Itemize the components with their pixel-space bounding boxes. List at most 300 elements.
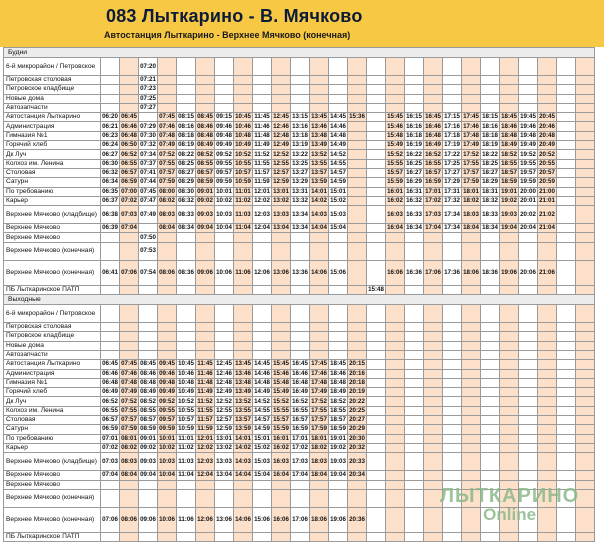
time-cell bbox=[272, 489, 291, 507]
time-cell: 16:52 bbox=[425, 150, 441, 158]
time-cell bbox=[576, 350, 595, 359]
time-cell: 14:04 bbox=[311, 224, 327, 232]
time-cell bbox=[424, 85, 443, 94]
time-cell bbox=[557, 406, 576, 415]
time-cell bbox=[519, 85, 538, 94]
stop-name: Гимназия №1 bbox=[4, 378, 101, 387]
time-cell bbox=[158, 233, 177, 242]
time-cell: 07:04 bbox=[121, 224, 137, 232]
time-cell bbox=[177, 305, 196, 323]
time-cell: 20:33 bbox=[348, 453, 367, 471]
time-cell: 17:55 bbox=[311, 406, 327, 414]
time-cell: 19:02 bbox=[501, 197, 517, 204]
time-cell bbox=[329, 332, 348, 341]
time-cell bbox=[481, 397, 500, 406]
time-cell: 13:29 bbox=[292, 178, 308, 186]
time-cell bbox=[405, 350, 424, 359]
stop-name: Автозапчасти bbox=[4, 103, 101, 112]
time-cell: 06:27 bbox=[102, 150, 118, 158]
time-cell bbox=[348, 285, 367, 294]
time-cell bbox=[519, 305, 538, 323]
time-cell bbox=[576, 122, 595, 131]
time-cell bbox=[500, 58, 519, 76]
time-cell bbox=[424, 532, 443, 541]
time-cell bbox=[462, 453, 481, 471]
time-cell: 13:49 bbox=[235, 388, 251, 396]
time-cell bbox=[462, 416, 481, 425]
time-cell bbox=[367, 360, 386, 369]
time-cell bbox=[405, 242, 424, 260]
time-cell bbox=[576, 260, 595, 285]
time-cell bbox=[481, 388, 500, 397]
time-cell bbox=[500, 233, 519, 242]
time-cell: 08:29 bbox=[178, 178, 194, 186]
time-cell: 18:52 bbox=[501, 150, 517, 158]
time-cell: 15:46 bbox=[387, 122, 403, 130]
table-row bbox=[4, 224, 595, 233]
time-cell bbox=[234, 242, 253, 260]
time-cell: 07:55 bbox=[121, 406, 137, 414]
table-row bbox=[4, 113, 595, 122]
time-cell bbox=[557, 242, 576, 260]
time-cell bbox=[557, 350, 576, 359]
time-cell bbox=[367, 350, 386, 359]
time-cell bbox=[424, 233, 443, 242]
table-row bbox=[4, 425, 595, 434]
stop-name: Дк Луч bbox=[4, 397, 101, 406]
table-row bbox=[4, 103, 595, 112]
stop-name: Петровская столовая bbox=[4, 323, 101, 332]
time-cell: 18:59 bbox=[330, 425, 346, 433]
stop-name: Верхнее Мячково (конечная) bbox=[4, 507, 101, 532]
time-cell bbox=[538, 397, 557, 406]
time-cell bbox=[386, 416, 405, 425]
time-cell: 08:48 bbox=[197, 131, 213, 139]
time-cell bbox=[234, 233, 253, 242]
time-cell bbox=[196, 233, 215, 242]
time-cell bbox=[443, 360, 462, 369]
time-cell: 07:44 bbox=[140, 178, 156, 186]
time-cell bbox=[576, 85, 595, 94]
time-cell: 12:06 bbox=[196, 507, 215, 532]
stop-name: Столовая bbox=[4, 416, 101, 425]
time-cell: 15:57 bbox=[387, 169, 403, 177]
time-cell bbox=[272, 233, 291, 242]
time-cell bbox=[386, 507, 405, 532]
time-cell: 20:57 bbox=[539, 169, 555, 177]
time-cell bbox=[576, 159, 595, 168]
time-cell bbox=[310, 323, 329, 332]
time-cell bbox=[367, 471, 386, 480]
time-cell: 17:03 bbox=[424, 206, 443, 224]
time-cell bbox=[443, 369, 462, 378]
stop-name: Верхнее Мячково bbox=[4, 471, 101, 480]
table-row bbox=[4, 388, 595, 397]
time-cell: 07:45 bbox=[140, 187, 156, 195]
time-cell bbox=[443, 305, 462, 323]
time-cell: 06:55 bbox=[102, 406, 118, 414]
time-cell: 14:46 bbox=[254, 369, 270, 377]
time-cell: 10:46 bbox=[235, 122, 251, 130]
time-cell bbox=[557, 122, 576, 131]
time-cell bbox=[557, 369, 576, 378]
time-cell bbox=[576, 332, 595, 341]
time-cell: 17:06 bbox=[291, 507, 310, 532]
time-cell: 06:48 bbox=[121, 131, 137, 139]
time-cell bbox=[443, 453, 462, 471]
table-row bbox=[4, 141, 595, 150]
time-cell: 06:57 bbox=[102, 416, 118, 424]
time-cell: 06:34 bbox=[102, 178, 118, 186]
time-cell: 10:46 bbox=[178, 369, 194, 377]
time-cell bbox=[158, 94, 177, 103]
time-cell: 09:01 bbox=[140, 434, 156, 442]
time-cell: 09:49 bbox=[159, 388, 175, 396]
time-cell: 06:35 bbox=[102, 187, 118, 195]
time-cell bbox=[405, 94, 424, 103]
time-cell bbox=[424, 471, 443, 480]
time-cell bbox=[576, 285, 595, 294]
time-cell: 20:32 bbox=[349, 444, 365, 452]
time-cell bbox=[576, 453, 595, 471]
time-cell bbox=[329, 489, 348, 507]
time-cell: 06:59 bbox=[102, 425, 118, 433]
time-cell bbox=[101, 103, 120, 112]
time-cell bbox=[576, 341, 595, 350]
time-cell: 08:19 bbox=[178, 141, 194, 149]
time-cell bbox=[120, 285, 139, 294]
time-cell bbox=[519, 425, 538, 434]
time-cell bbox=[234, 94, 253, 103]
time-cell bbox=[557, 94, 576, 103]
time-cell bbox=[253, 323, 272, 332]
time-cell bbox=[310, 305, 329, 323]
time-cell: 14:03 bbox=[310, 206, 329, 224]
table-row bbox=[4, 434, 595, 443]
time-cell: 17:22 bbox=[444, 150, 460, 158]
time-cell bbox=[348, 178, 367, 187]
time-cell: 20:59 bbox=[539, 178, 555, 186]
time-cell: 19:06 bbox=[500, 260, 519, 285]
time-cell bbox=[462, 323, 481, 332]
time-cell bbox=[443, 85, 462, 94]
time-cell bbox=[557, 416, 576, 425]
time-cell: 13:31 bbox=[292, 187, 308, 195]
time-cell bbox=[386, 406, 405, 415]
time-cell bbox=[481, 532, 500, 541]
time-cell bbox=[177, 332, 196, 341]
time-cell: 12:46 bbox=[216, 369, 232, 377]
time-cell bbox=[139, 305, 158, 323]
time-cell bbox=[215, 332, 234, 341]
time-cell: 08:06 bbox=[158, 260, 177, 285]
time-cell bbox=[310, 532, 329, 541]
time-cell bbox=[538, 453, 557, 471]
time-cell bbox=[367, 480, 386, 489]
time-cell bbox=[462, 378, 481, 387]
time-cell bbox=[348, 150, 367, 159]
time-cell bbox=[177, 341, 196, 350]
time-cell bbox=[405, 443, 424, 452]
time-cell: 13:19 bbox=[292, 141, 308, 149]
time-cell bbox=[310, 94, 329, 103]
time-cell: 17:55 bbox=[463, 159, 479, 167]
time-cell bbox=[462, 443, 481, 452]
time-cell: 09:48 bbox=[216, 131, 232, 139]
time-cell bbox=[348, 480, 367, 489]
time-cell bbox=[405, 406, 424, 415]
time-cell: 08:55 bbox=[140, 406, 156, 414]
time-cell: 14:52 bbox=[330, 150, 346, 158]
time-cell bbox=[215, 350, 234, 359]
time-cell: 07:49 bbox=[159, 141, 175, 149]
stop-name: Гимназия №1 bbox=[4, 131, 101, 140]
time-cell: 07:00 bbox=[121, 187, 137, 195]
time-cell: 07:48 bbox=[159, 131, 175, 139]
time-cell: 19:02 bbox=[330, 444, 346, 452]
time-cell: 13:52 bbox=[235, 397, 251, 405]
time-cell bbox=[519, 434, 538, 443]
time-cell bbox=[386, 58, 405, 76]
time-cell bbox=[348, 85, 367, 94]
time-cell bbox=[367, 168, 386, 177]
time-cell bbox=[481, 76, 500, 85]
time-cell: 08:49 bbox=[140, 388, 156, 396]
time-cell bbox=[424, 94, 443, 103]
time-cell bbox=[405, 425, 424, 434]
time-cell: 06:48 bbox=[102, 378, 118, 386]
time-cell bbox=[234, 85, 253, 94]
time-cell: 19:01 bbox=[501, 187, 517, 195]
time-cell: 07:23 bbox=[140, 85, 156, 93]
time-cell: 12:04 bbox=[197, 471, 213, 479]
time-cell: 18:57 bbox=[330, 416, 346, 424]
time-cell bbox=[519, 242, 538, 260]
time-cell: 07:34 bbox=[140, 150, 156, 158]
time-cell: 17:36 bbox=[443, 260, 462, 285]
time-cell bbox=[101, 233, 120, 242]
time-cell bbox=[120, 350, 139, 359]
time-cell: 11:02 bbox=[235, 197, 251, 204]
time-cell bbox=[158, 285, 177, 294]
time-cell bbox=[367, 341, 386, 350]
time-cell bbox=[234, 332, 253, 341]
header-bar bbox=[0, 0, 604, 47]
time-cell: 14:59 bbox=[254, 425, 270, 433]
time-cell bbox=[462, 471, 481, 480]
time-cell: 13:18 bbox=[292, 131, 308, 139]
stop-name: Новые дома bbox=[4, 341, 101, 350]
time-cell: 08:03 bbox=[158, 206, 177, 224]
time-cell: 19:06 bbox=[329, 507, 348, 532]
time-cell: 12:02 bbox=[197, 444, 213, 452]
time-cell bbox=[386, 94, 405, 103]
stop-name: ПБ Лыткаринское ПАТП bbox=[4, 285, 101, 294]
time-cell: 17:04 bbox=[425, 224, 441, 232]
time-cell bbox=[500, 242, 519, 260]
time-cell bbox=[557, 113, 576, 122]
time-cell: 18:46 bbox=[501, 122, 517, 130]
time-cell: 17:45 bbox=[463, 113, 479, 121]
time-cell: 13:02 bbox=[216, 444, 232, 452]
time-cell: 17:27 bbox=[444, 169, 460, 177]
time-cell: 16:04 bbox=[387, 224, 403, 232]
time-cell: 14:49 bbox=[330, 141, 346, 149]
time-cell: 13:57 bbox=[311, 169, 327, 177]
time-cell: 15:06 bbox=[253, 507, 272, 532]
time-cell: 15:49 bbox=[273, 388, 289, 396]
time-cell: 16:49 bbox=[292, 388, 308, 396]
time-cell: 10:06 bbox=[215, 260, 234, 285]
table-row bbox=[4, 332, 595, 341]
time-cell bbox=[538, 332, 557, 341]
time-cell bbox=[405, 489, 424, 507]
time-cell bbox=[557, 260, 576, 285]
stop-name: Верхнее Мячково (кладбище) bbox=[4, 206, 101, 224]
time-cell bbox=[519, 406, 538, 415]
time-cell bbox=[443, 76, 462, 85]
time-cell bbox=[139, 224, 158, 233]
time-cell: 20:19 bbox=[349, 388, 365, 396]
time-cell bbox=[519, 94, 538, 103]
time-cell bbox=[120, 233, 139, 242]
time-cell: 13:04 bbox=[216, 471, 232, 479]
time-cell bbox=[158, 532, 177, 541]
time-cell: 20:02 bbox=[519, 206, 538, 224]
time-cell bbox=[405, 76, 424, 85]
time-cell: 11:49 bbox=[197, 388, 213, 396]
time-cell: 18:03 bbox=[310, 453, 329, 471]
time-cell: 20:25 bbox=[349, 406, 365, 414]
time-cell: 13:25 bbox=[292, 159, 308, 167]
time-cell bbox=[481, 471, 500, 480]
time-cell bbox=[272, 332, 291, 341]
time-cell: 11:45 bbox=[254, 113, 270, 121]
time-cell: 16:32 bbox=[406, 197, 422, 204]
time-cell: 15:48 bbox=[273, 378, 289, 386]
time-cell bbox=[272, 76, 291, 85]
time-cell: 17:19 bbox=[444, 141, 460, 149]
time-cell bbox=[462, 94, 481, 103]
time-cell bbox=[443, 378, 462, 387]
time-cell: 13:34 bbox=[291, 206, 310, 224]
time-cell: 08:33 bbox=[177, 206, 196, 224]
time-cell bbox=[253, 480, 272, 489]
time-cell bbox=[405, 85, 424, 94]
time-cell: 08:34 bbox=[178, 224, 194, 232]
time-cell: 18:15 bbox=[482, 113, 498, 121]
time-cell bbox=[291, 85, 310, 94]
time-cell bbox=[538, 76, 557, 85]
time-cell: 19:48 bbox=[520, 131, 536, 139]
time-cell bbox=[272, 532, 291, 541]
time-cell bbox=[557, 85, 576, 94]
time-cell bbox=[576, 406, 595, 415]
time-cell bbox=[234, 341, 253, 350]
time-cell: 13:03 bbox=[215, 453, 234, 471]
time-cell bbox=[538, 378, 557, 387]
time-cell bbox=[158, 103, 177, 112]
time-cell bbox=[215, 532, 234, 541]
table-row bbox=[4, 178, 595, 187]
time-cell: 18:02 bbox=[463, 197, 479, 204]
time-cell bbox=[310, 341, 329, 350]
time-cell bbox=[538, 425, 557, 434]
time-cell: 20:48 bbox=[539, 131, 555, 139]
time-cell bbox=[576, 425, 595, 434]
time-cell bbox=[519, 360, 538, 369]
time-cell bbox=[367, 443, 386, 452]
time-cell bbox=[557, 388, 576, 397]
time-cell bbox=[367, 141, 386, 150]
time-cell: 19:55 bbox=[520, 159, 536, 167]
time-cell bbox=[576, 532, 595, 541]
time-cell: 06:45 bbox=[102, 360, 118, 368]
time-cell: 14:57 bbox=[330, 169, 346, 177]
time-cell bbox=[557, 168, 576, 177]
time-cell: 16:59 bbox=[292, 425, 308, 433]
time-cell bbox=[500, 443, 519, 452]
time-cell: 12:03 bbox=[253, 206, 272, 224]
time-cell bbox=[196, 489, 215, 507]
time-cell bbox=[348, 122, 367, 131]
time-cell bbox=[120, 332, 139, 341]
time-cell bbox=[576, 103, 595, 112]
time-cell: 17:57 bbox=[463, 169, 479, 177]
time-cell: 15:59 bbox=[387, 178, 403, 186]
time-cell: 12:52 bbox=[216, 397, 232, 405]
time-cell: 10:03 bbox=[215, 206, 234, 224]
time-cell bbox=[538, 471, 557, 480]
time-cell bbox=[462, 58, 481, 76]
time-cell bbox=[177, 285, 196, 294]
time-cell bbox=[348, 489, 367, 507]
time-cell bbox=[424, 360, 443, 369]
time-cell: 18:27 bbox=[482, 169, 498, 177]
time-cell bbox=[405, 341, 424, 350]
time-cell bbox=[253, 58, 272, 76]
time-cell: 19:01 bbox=[330, 434, 346, 442]
time-cell bbox=[329, 323, 348, 332]
time-cell bbox=[462, 332, 481, 341]
time-cell bbox=[253, 341, 272, 350]
time-cell bbox=[367, 416, 386, 425]
time-cell: 20:15 bbox=[349, 360, 365, 368]
time-cell: 17:01 bbox=[292, 434, 308, 442]
time-cell bbox=[424, 388, 443, 397]
time-cell: 08:46 bbox=[197, 122, 213, 130]
stop-name: По требованию bbox=[4, 434, 101, 443]
time-cell: 08:36 bbox=[177, 260, 196, 285]
time-cell bbox=[348, 260, 367, 285]
time-cell bbox=[139, 285, 158, 294]
time-cell: 16:48 bbox=[425, 131, 441, 139]
time-cell bbox=[272, 350, 291, 359]
time-cell bbox=[196, 305, 215, 323]
time-cell bbox=[481, 103, 500, 112]
time-cell bbox=[253, 94, 272, 103]
time-cell bbox=[291, 305, 310, 323]
time-cell: 06:57 bbox=[121, 169, 137, 177]
time-cell: 14:02 bbox=[311, 197, 327, 204]
time-cell bbox=[538, 305, 557, 323]
time-cell bbox=[538, 285, 557, 294]
time-cell bbox=[576, 178, 595, 187]
time-cell bbox=[576, 397, 595, 406]
time-cell bbox=[120, 76, 139, 85]
section-title: Будни bbox=[4, 48, 595, 58]
time-cell: 08:32 bbox=[178, 197, 194, 204]
